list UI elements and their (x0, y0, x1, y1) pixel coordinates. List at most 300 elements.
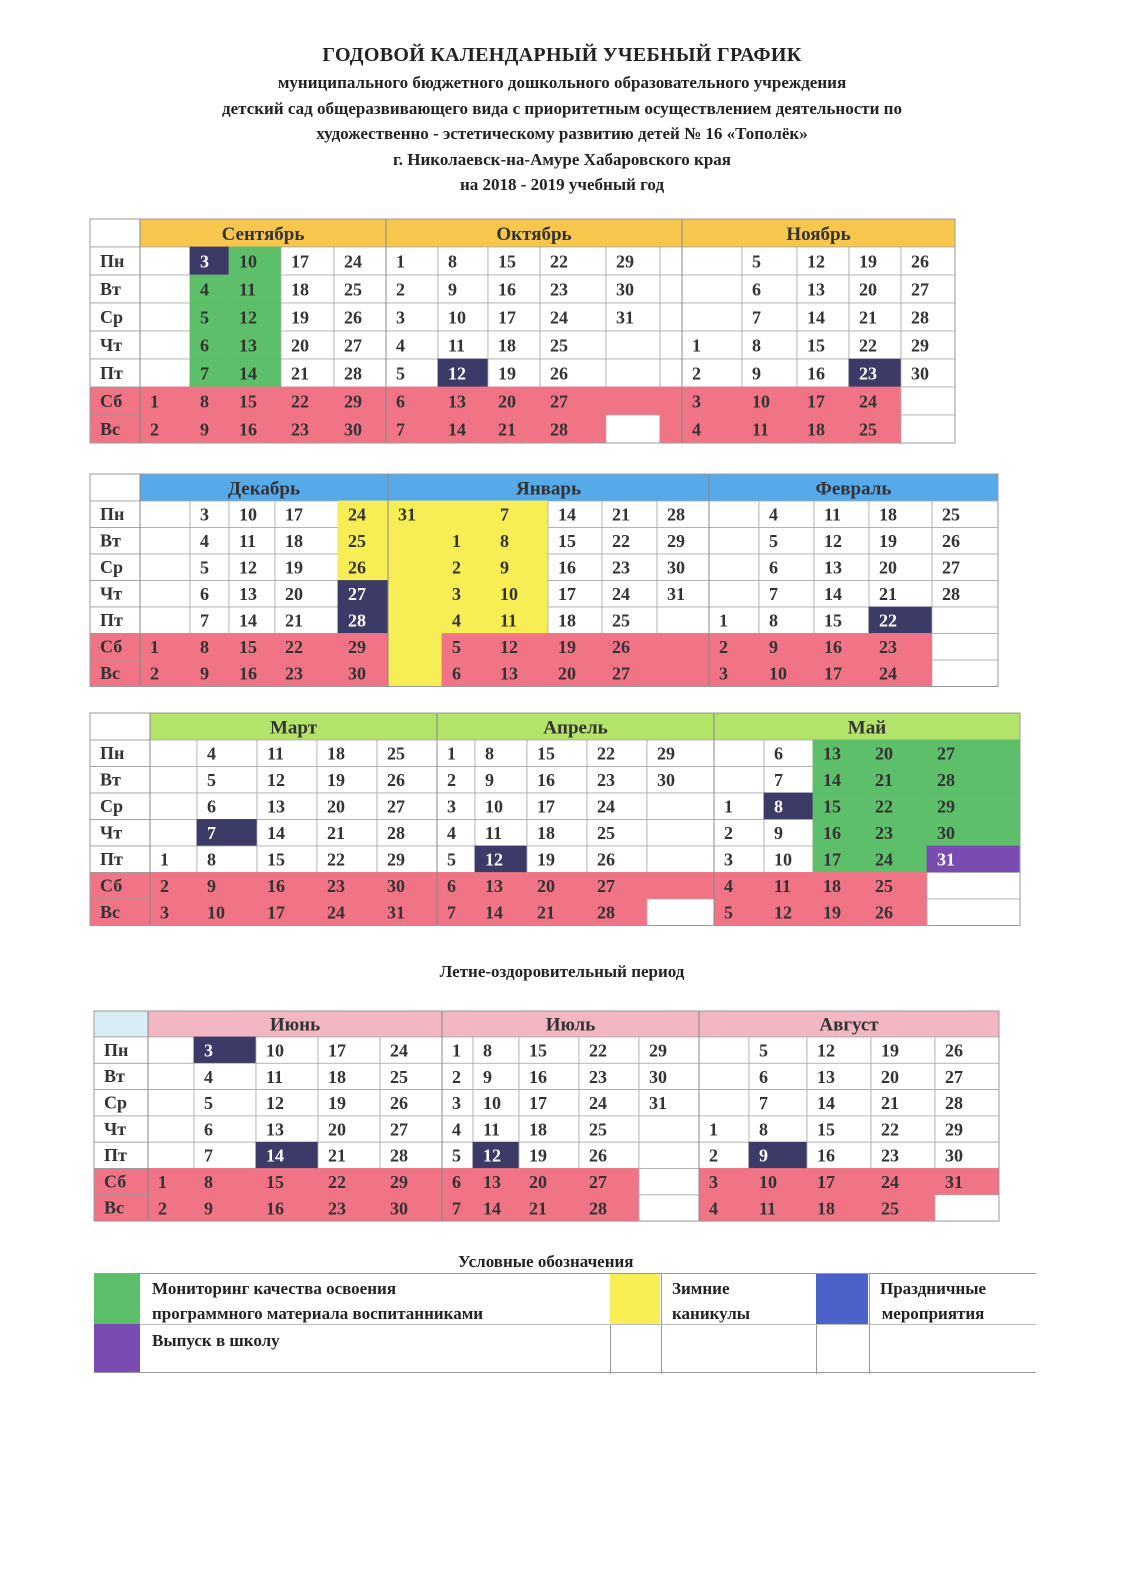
day-label: Пн (100, 743, 125, 764)
day-number: 8 (200, 637, 209, 658)
day-number: 28 (911, 307, 929, 328)
day-number: 9 (448, 279, 457, 300)
month-name: Апрель (543, 717, 608, 739)
day-cell (140, 554, 190, 581)
day-number: 22 (859, 335, 877, 356)
day-number: 26 (387, 770, 405, 791)
day-number: 8 (500, 531, 509, 552)
day-number: 7 (774, 770, 783, 791)
day-number: 22 (327, 849, 345, 870)
day-number: 8 (448, 251, 457, 272)
day-number: 5 (759, 1040, 768, 1061)
day-number: 29 (387, 849, 405, 870)
day-cell (197, 740, 257, 767)
subtitle-line: детский сад общеразвивающего вида с приоритетным осуществлением деятельности по (222, 98, 902, 118)
day-cell (579, 1063, 639, 1089)
day-number: 4 (692, 419, 701, 440)
day-cell (587, 740, 647, 767)
subtitle-line: художественно - эстетическому развитию детей № 16 «Тополёк» (316, 124, 808, 143)
day-number: 15 (823, 796, 841, 817)
day-number: 17 (291, 251, 309, 272)
summer-period-title: Летне-оздоровительный период (439, 962, 685, 981)
day-number: 9 (759, 1145, 768, 1166)
day-number: 29 (937, 796, 955, 817)
day-cell (519, 1116, 579, 1142)
day-number: 1 (452, 1040, 461, 1061)
day-number: 16 (239, 419, 257, 440)
day-number: 25 (344, 279, 362, 300)
day-number: 29 (348, 637, 366, 658)
day-number: 5 (207, 770, 216, 791)
day-cell (639, 1195, 699, 1221)
day-cell (140, 581, 190, 608)
day-cell (490, 634, 548, 661)
day-cell (682, 387, 742, 415)
day-cell (639, 1116, 699, 1142)
day-number: 25 (875, 876, 893, 897)
day-number: 12 (485, 849, 503, 870)
day-label: Вс (100, 902, 120, 923)
day-cell (764, 793, 813, 820)
day-number: 14 (817, 1093, 835, 1114)
day-number: 16 (267, 876, 285, 897)
day-number: 7 (207, 823, 216, 844)
day-cell (759, 554, 814, 581)
day-number: 14 (807, 307, 825, 328)
day-cell (606, 415, 660, 443)
month-name: Январь (515, 478, 582, 500)
day-number: 14 (558, 504, 576, 525)
day-cell (764, 820, 813, 847)
day-number: 20 (291, 335, 309, 356)
day-number: 11 (500, 610, 518, 631)
day-number: 18 (537, 823, 555, 844)
day-number: 16 (498, 279, 516, 300)
day-number: 19 (558, 637, 576, 658)
day-number: 4 (204, 1066, 213, 1087)
day-number: 26 (945, 1040, 963, 1061)
day-number: 26 (597, 849, 615, 870)
day-number: 13 (823, 743, 841, 764)
day-number: 4 (769, 504, 778, 525)
day-cell (764, 767, 813, 794)
day-cell (140, 607, 190, 634)
day-number: 11 (448, 335, 466, 356)
day-number: 16 (824, 637, 842, 658)
day-number: 5 (447, 849, 456, 870)
day-cell (388, 554, 442, 581)
day-cell (388, 581, 442, 608)
day-cell (699, 1142, 749, 1168)
day-number: 26 (348, 557, 366, 578)
day-cell (317, 740, 377, 767)
day-number: 16 (817, 1145, 835, 1166)
day-cell (140, 415, 190, 443)
subtitle-line: муниципального бюджетного дошкольного образовательного учреждения (277, 73, 847, 92)
day-number: 1 (396, 251, 405, 272)
day-label: Пн (100, 504, 125, 525)
day-cell (197, 873, 257, 900)
day-cell (190, 415, 229, 443)
day-number: 18 (327, 743, 345, 764)
day-cell (437, 740, 475, 767)
day-cell (377, 767, 437, 794)
day-number: 13 (239, 335, 257, 356)
legend-graduation-label: Выпуск в школу (152, 1331, 280, 1350)
day-number: 30 (387, 876, 405, 897)
day-label: Вс (104, 1197, 124, 1218)
day-cell (197, 899, 257, 926)
day-cell (682, 359, 742, 387)
day-number: 21 (612, 504, 630, 525)
day-cell (475, 767, 527, 794)
day-cell (587, 899, 647, 926)
day-cell (714, 793, 764, 820)
legend-swatch-purple (94, 1324, 140, 1372)
day-number: 27 (937, 743, 955, 764)
day-label: Пн (100, 251, 125, 272)
day-number: 28 (589, 1198, 607, 1219)
day-cell (150, 767, 197, 794)
day-cell (519, 1063, 579, 1089)
day-number: 17 (537, 796, 555, 817)
day-number: 7 (204, 1145, 213, 1166)
day-number: 13 (817, 1066, 835, 1087)
day-number: 21 (291, 363, 309, 384)
day-number: 8 (759, 1119, 768, 1140)
day-number: 20 (529, 1171, 547, 1192)
day-number: 19 (823, 902, 841, 923)
day-cell (527, 846, 587, 873)
day-label: Ср (100, 307, 124, 328)
day-number: 14 (485, 902, 503, 923)
day-cell (437, 767, 475, 794)
day-number: 16 (823, 823, 841, 844)
day-number: 22 (291, 391, 309, 412)
day-cell (140, 528, 190, 555)
day-cell (639, 1142, 699, 1168)
day-number: 23 (597, 770, 615, 791)
day-cell (749, 1169, 807, 1195)
day-number: 1 (719, 610, 728, 631)
day-cell (935, 1195, 999, 1221)
day-number: 22 (589, 1040, 607, 1061)
day-number: 26 (942, 531, 960, 552)
day-number: 26 (390, 1093, 408, 1114)
day-cell (197, 767, 257, 794)
day-cell (148, 1090, 194, 1116)
day-cell (519, 1142, 579, 1168)
day-number: 3 (692, 391, 701, 412)
day-number: 7 (500, 504, 509, 525)
day-number: 2 (452, 557, 461, 578)
day-number: 15 (267, 849, 285, 870)
day-cell (699, 1037, 749, 1063)
day-cell (742, 275, 797, 303)
month-name: Июль (545, 1014, 596, 1036)
day-number: 24 (348, 504, 366, 525)
day-number: 20 (285, 584, 303, 605)
day-number: 5 (752, 251, 761, 272)
calendar-autumn (90, 219, 956, 444)
legend-text-line: каникулы (672, 1304, 751, 1323)
day-cell (197, 820, 257, 847)
day-number: 24 (327, 902, 345, 923)
day-number: 4 (207, 743, 216, 764)
day-cell (437, 873, 475, 900)
day-label: Ср (100, 557, 124, 578)
day-cell (386, 275, 438, 303)
day-number: 27 (942, 557, 960, 578)
day-number: 10 (207, 902, 225, 923)
day-number: 2 (452, 1066, 461, 1087)
day-number: 1 (724, 796, 733, 817)
day-number: 1 (447, 743, 456, 764)
day-number: 23 (291, 419, 309, 440)
day-cell (473, 1037, 519, 1063)
day-cell (388, 528, 442, 555)
legend-text-line: Мониторинг качества освоения (152, 1279, 397, 1298)
day-cell (709, 607, 759, 634)
day-cell (742, 415, 797, 443)
day-number: 1 (452, 531, 461, 552)
day-cell (150, 846, 197, 873)
day-number: 14 (267, 823, 285, 844)
day-number: 14 (239, 363, 257, 384)
day-number: 2 (447, 770, 456, 791)
day-number: 5 (396, 363, 405, 384)
day-cell (682, 415, 742, 443)
day-cell (814, 501, 869, 528)
day-number: 30 (667, 557, 685, 578)
day-cell (587, 820, 647, 847)
day-cell (714, 899, 764, 926)
day-number: 6 (200, 335, 209, 356)
day-label: Чт (100, 335, 123, 356)
month-name: Май (847, 717, 887, 739)
day-number: 12 (266, 1093, 284, 1114)
day-number: 15 (498, 251, 516, 272)
day-cell (257, 899, 317, 926)
day-cell (519, 1169, 579, 1195)
day-number: 10 (448, 307, 466, 328)
day-number: 2 (160, 876, 169, 897)
day-number: 27 (348, 584, 366, 605)
day-number: 13 (448, 391, 466, 412)
month-name: Декабрь (227, 478, 301, 500)
day-number: 11 (752, 419, 770, 440)
day-number: 25 (881, 1198, 899, 1219)
day-number: 20 (879, 557, 897, 578)
day-number: 27 (612, 663, 630, 684)
day-cell (606, 387, 660, 415)
day-number: 21 (529, 1198, 547, 1219)
day-number: 16 (807, 363, 825, 384)
day-number: 11 (483, 1119, 501, 1140)
day-number: 12 (483, 1145, 501, 1166)
day-number: 15 (807, 335, 825, 356)
day-cell (709, 501, 759, 528)
day-number: 26 (911, 251, 929, 272)
day-number: 19 (285, 557, 303, 578)
day-cell (660, 247, 682, 275)
day-cell (759, 607, 814, 634)
month-name: Ноябрь (786, 224, 851, 245)
day-number: 14 (483, 1198, 501, 1219)
day-number: 18 (529, 1119, 547, 1140)
day-cell (190, 501, 229, 528)
day-number: 5 (724, 902, 733, 923)
day-cell (682, 247, 742, 275)
day-number: 5 (200, 557, 209, 578)
day-cell (660, 331, 682, 359)
day-number: 4 (396, 335, 405, 356)
day-cell (317, 899, 377, 926)
day-label: Вт (100, 279, 121, 300)
day-number: 30 (390, 1198, 408, 1219)
day-number: 30 (649, 1066, 667, 1087)
day-number: 18 (817, 1198, 835, 1219)
day-number: 3 (452, 584, 461, 605)
day-cell (490, 554, 548, 581)
day-cell (709, 528, 759, 555)
day-number: 3 (719, 663, 728, 684)
day-cell (527, 899, 587, 926)
day-number: 2 (396, 279, 405, 300)
day-number: 9 (483, 1066, 492, 1087)
day-number: 13 (266, 1119, 284, 1140)
day-cell (150, 873, 197, 900)
day-number: 23 (550, 279, 568, 300)
day-number: 5 (769, 531, 778, 552)
day-cell (714, 846, 764, 873)
day-number: 25 (597, 823, 615, 844)
day-cell (257, 740, 317, 767)
day-cell (442, 528, 490, 555)
day-label: Чт (100, 583, 123, 604)
day-number: 8 (769, 610, 778, 631)
legend (94, 1273, 1036, 1374)
day-cell (190, 331, 229, 359)
day-cell (475, 740, 527, 767)
day-cell (699, 1169, 749, 1195)
day-number: 27 (550, 391, 568, 412)
day-number: 24 (859, 391, 877, 412)
day-number: 9 (200, 663, 209, 684)
day-number: 9 (769, 637, 778, 658)
day-label: Сб (100, 636, 123, 657)
day-cell (257, 767, 317, 794)
day-number: 25 (612, 610, 630, 631)
day-number: 12 (807, 251, 825, 272)
day-cell (437, 820, 475, 847)
day-number: 22 (612, 531, 630, 552)
day-number: 23 (879, 637, 897, 658)
day-number: 3 (447, 796, 456, 817)
legend-swatch-green (94, 1274, 140, 1324)
day-number: 11 (485, 823, 503, 844)
day-number: 24 (550, 307, 568, 328)
day-cell (657, 607, 709, 634)
day-number: 15 (239, 637, 257, 658)
legend-holiday-label (880, 1276, 986, 1326)
day-cell (473, 1063, 519, 1089)
day-number: 8 (483, 1040, 492, 1061)
day-number: 29 (616, 251, 634, 272)
day-number: 23 (327, 876, 345, 897)
day-number: 27 (597, 876, 615, 897)
day-number: 2 (150, 663, 159, 684)
day-number: 31 (398, 504, 416, 525)
day-number: 15 (558, 531, 576, 552)
legend-swatch-yellow (610, 1274, 660, 1324)
day-cell (317, 873, 377, 900)
day-number: 13 (267, 796, 285, 817)
day-cell (714, 873, 764, 900)
page-subtitle (0, 70, 1124, 198)
day-label: Вт (100, 769, 121, 790)
day-number: 25 (550, 335, 568, 356)
day-cell (490, 660, 548, 687)
day-number: 23 (881, 1145, 899, 1166)
day-number: 19 (328, 1093, 346, 1114)
day-cell (927, 899, 1020, 926)
day-number: 28 (937, 770, 955, 791)
legend-swatch-blue (816, 1274, 868, 1324)
day-cell (197, 846, 257, 873)
legend-winter-label (672, 1276, 750, 1326)
day-cell (699, 1195, 749, 1221)
day-number: 16 (239, 663, 257, 684)
day-cell (527, 767, 587, 794)
day-number: 5 (452, 637, 461, 658)
day-cell (257, 793, 317, 820)
day-cell (190, 607, 229, 634)
day-cell (742, 359, 797, 387)
day-number: 31 (387, 902, 405, 923)
day-cell (660, 359, 682, 387)
day-number: 15 (824, 610, 842, 631)
day-cell (377, 793, 437, 820)
day-cell (527, 793, 587, 820)
day-label: Вс (100, 663, 120, 684)
day-cell (140, 501, 190, 528)
day-number: 13 (824, 557, 842, 578)
day-number: 30 (344, 419, 362, 440)
day-cell (257, 820, 317, 847)
day-number: 6 (752, 279, 761, 300)
day-cell (148, 1195, 194, 1221)
day-number: 23 (612, 557, 630, 578)
month-name: Июнь (269, 1014, 321, 1036)
day-cell (660, 303, 682, 331)
day-cell (442, 634, 490, 661)
day-number: 17 (807, 391, 825, 412)
day-number: 24 (344, 251, 362, 272)
day-number: 8 (200, 391, 209, 412)
day-number: 31 (945, 1171, 963, 1192)
day-cell (148, 1169, 194, 1195)
legend-text-line: Праздничные (880, 1279, 987, 1298)
day-number: 21 (859, 307, 877, 328)
day-cell (927, 873, 1020, 900)
day-cell (714, 820, 764, 847)
day-number: 4 (200, 531, 209, 552)
day-number: 27 (589, 1171, 607, 1192)
day-number: 7 (200, 610, 209, 631)
day-cell (932, 660, 998, 687)
day-cell (709, 581, 759, 608)
